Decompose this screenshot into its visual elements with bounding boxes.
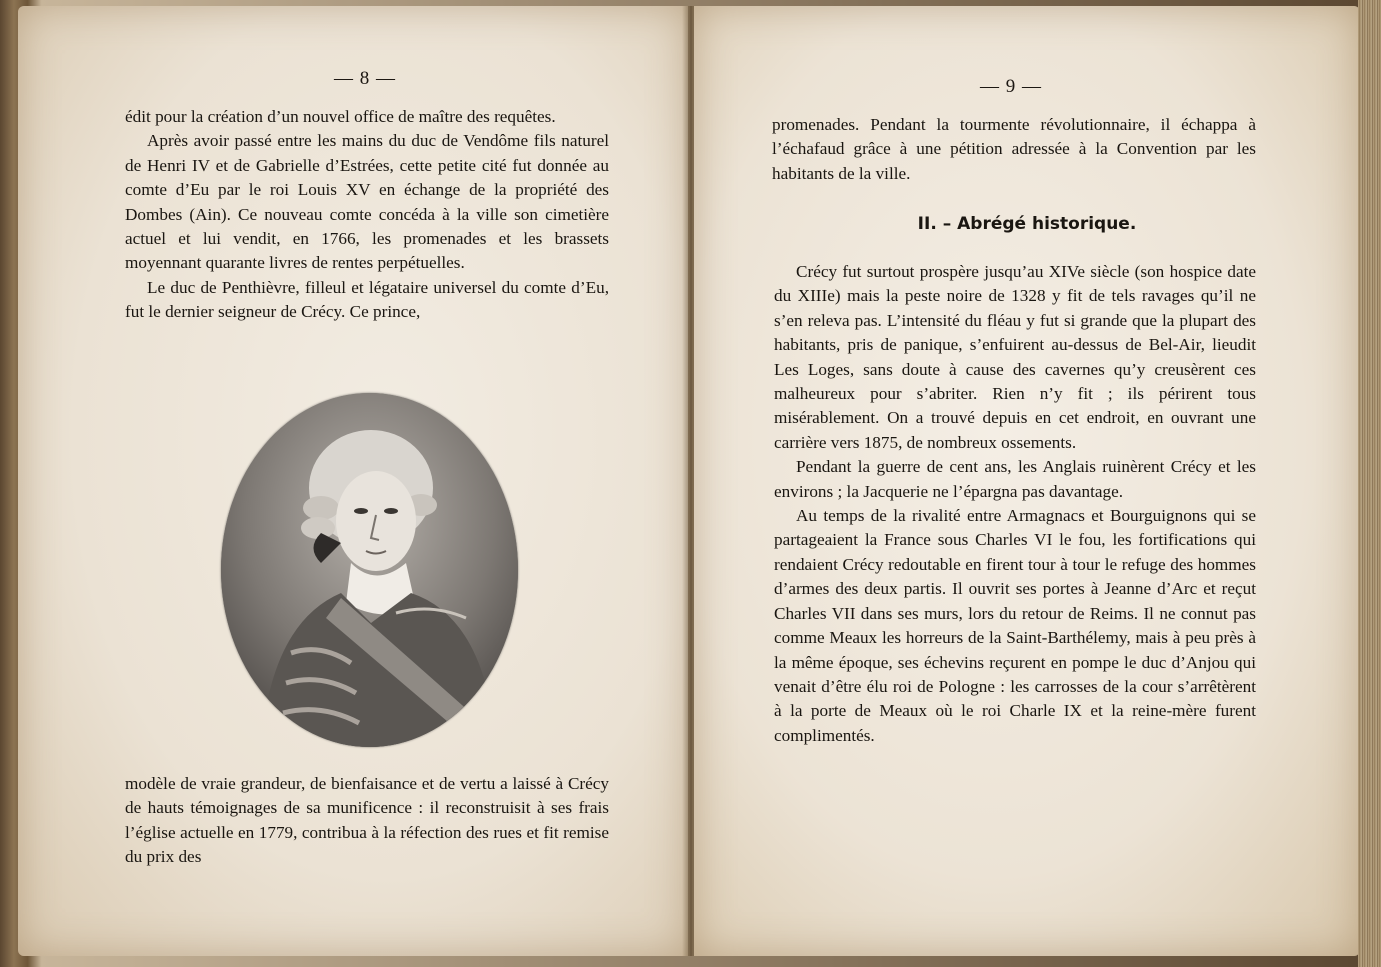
- page-number-left: — 8 —: [334, 68, 396, 89]
- paragraph: modèle de vraie grandeur, de bienfaisance et de vertu a laissé à Crécy de hauts témoignages de sa munificence : il reconstruisit à ses frais l’église actuelle en 1779, contribua à la réfection des rues et fit remise du prix des: [125, 774, 609, 867]
- paragraph: Le duc de Penthièvre, filleul et légataire universel du comte d’Eu, fut le dernier seigneur de Crécy. Ce prince,: [125, 277, 609, 322]
- paragraph: Au temps de la rivalité entre Armagnacs et Bourguignons qui se partageaient la France sous Charles VI le fou, les fortifications qui rendaient Crécy redoutable en firent tour à tour le refuge des hommes d’armes des deux partis. Il ouvrit ses portes à Jeanne d’Arc et reçut Charles VII dans ses murs, lors du retour de Reims. Il ne connut pas comme Meaux les horreurs de la Saint-Barthélemy, mais à peu près à la même époque, ses échevins reçurent en pompe le duc d’Anjou qui venait d’être élu roi de Pologne : les carrosses de la cour s’arrêtèrent à la porte de Meaux où le roi Charle IX et la reine-mère furent complimentés.: [774, 506, 1256, 745]
- page-number-right: — 9 —: [980, 76, 1042, 97]
- page-edges: [1358, 0, 1381, 967]
- paragraph: Crécy fut surtout prospère jusqu’au XIVe siècle (son hospice date du XIIIe) mais la peste noire de 1328 y fit de tels ravages qu’il ne s’en releva pas. L’intensité du fléau y fut si grande que la plupart des habitants, pris de panique, s’enfuirent au-dessus de Bel-Air, lieudit Les Loges, sans doute à cause des cavernes qu’y creusèrent ces malheureux pour s’abriter. Rien n’y fit ; ils périrent tous misérablement. On a trouvé depuis en cet endroit, en ouvrant une carrière vers 1875, de nombreux ossements.: [774, 262, 1256, 452]
- paragraph: Pendant la guerre de cent ans, les Anglais ruinèrent Crécy et les environs ; la Jacquerie ne l’épargna pas davantage.: [774, 457, 1256, 501]
- paragraph: édit pour la création d’un nouvel office de maître des requêtes.: [125, 107, 556, 126]
- right-text-intro: [772, 113, 1256, 186]
- right-page: [694, 6, 1360, 956]
- left-text-top: [125, 105, 609, 325]
- right-text-main: [774, 260, 1256, 748]
- paragraph: Après avoir passé entre les mains du duc de Vendôme fils naturel de Henri IV et de Gabrielle d’Estrées, cette petite cité fut donnée au comte d’Eu par le roi Louis XV en échange de la propriété des Dombes (Ain). Ce nouveau comte concéda à la ville son cimetière actuel et lui vendit, en 1766, les promenades et les brassets moyennant quarante livres de rentes perpétuelles.: [125, 131, 609, 273]
- paragraph: promenades. Pendant la tourmente révolutionnaire, il échappa à l’échafaud grâce à une pétition adressée à la Convention par les habitants de la ville.: [772, 115, 1256, 183]
- left-page: [18, 6, 688, 956]
- left-text-bottom: [125, 772, 609, 870]
- section-heading: II. – Abrégé historique.: [917, 214, 1137, 234]
- portrait-engraving: [221, 393, 518, 747]
